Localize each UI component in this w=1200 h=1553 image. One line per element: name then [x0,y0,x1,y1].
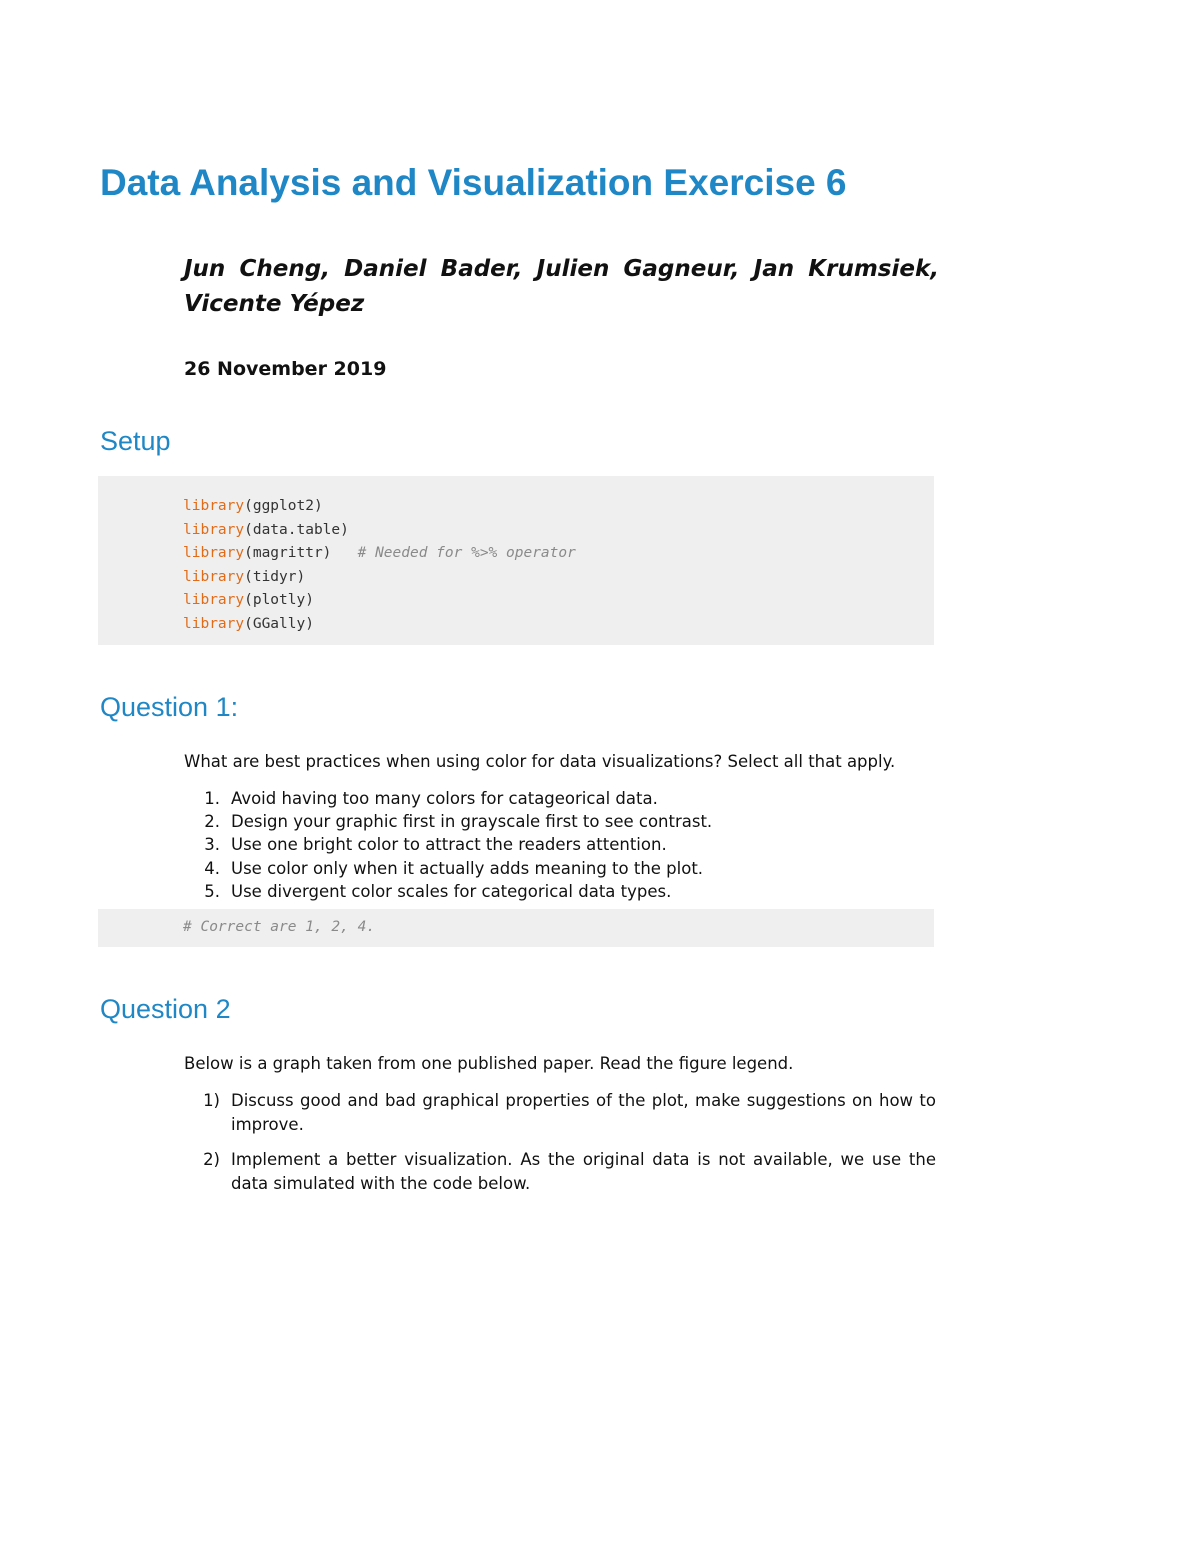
code-arguments: (plotly) [244,592,314,609]
list-item-number: 5. [204,881,220,901]
list-item-text: Discuss good and bad graphical properties of the plot, make suggestions on how to improve. [231,1091,936,1134]
code-line [183,589,934,613]
list-item-text: Use one bright color to attract the readers attention. [231,835,667,855]
document-title: Data Analysis and Visualization Exercise 6 [100,162,847,203]
code-function: library [183,568,245,585]
list-item [184,1089,936,1136]
list-item-number: 2. [204,812,220,832]
code-line [183,519,934,543]
list-item [184,787,936,810]
code-function: library [183,615,245,632]
code-comment: # Needed for %>% operator [357,545,576,562]
answer-code-block [98,909,934,947]
code-arguments: (GGally) [244,615,314,632]
code-line [183,495,934,519]
list-item [184,810,936,833]
section-heading-setup: Setup [100,426,171,456]
list-item-text: Use color only when it actually adds meaning to the plot. [231,858,704,878]
authors-line: Jun Cheng, Daniel Bader, Julien Gagneur, Jan Krumsiek, Vicente Yépez [184,256,939,317]
question-1-options [184,787,936,903]
code-function: library [183,521,245,538]
question-2-items [184,1089,936,1207]
list-item-text: Use divergent color scales for categorical data types. [231,881,672,901]
code-comment: # Correct are 1, 2, 4. [183,919,376,935]
list-item [184,880,936,903]
question-2-prompt: Below is a graph taken from one published paper. Read the figure legend. [184,1054,794,1073]
list-item-text: Design your graphic first in grayscale first to see contrast. [231,812,713,832]
code-function: library [183,545,245,562]
setup-code-block [98,476,934,645]
code-line [183,566,934,590]
code-arguments: (tidyr) [244,568,306,585]
code-arguments: (ggplot2) [244,498,323,514]
list-item [184,833,936,856]
list-item [184,857,936,880]
code-line [183,542,934,566]
question-1-prompt: What are best practices when using color for data visualizations? Select all that apply. [184,752,896,771]
code-arguments: (magrittr) [244,545,358,562]
code-function: library [183,498,245,514]
list-item-text: Avoid having too many colors for catageorical data. [231,789,658,808]
code-line [183,613,934,637]
list-item-number: 2) [203,1150,220,1169]
code-function: library [183,592,245,609]
section-heading-question-1: Question 1: [100,692,239,722]
code-arguments: (data.table) [244,521,349,538]
document-date: 26 November 2019 [184,358,387,380]
list-item-number: 3. [204,835,220,855]
list-item-number: 1. [204,789,220,808]
list-item-text: Implement a better visualization. As the original data is not available, we use the data simulated with the code below. [231,1150,936,1193]
list-item-number: 1) [203,1091,220,1110]
list-item-number: 4. [204,858,220,878]
list-item [184,1148,936,1195]
section-heading-question-2: Question 2 [100,994,231,1024]
